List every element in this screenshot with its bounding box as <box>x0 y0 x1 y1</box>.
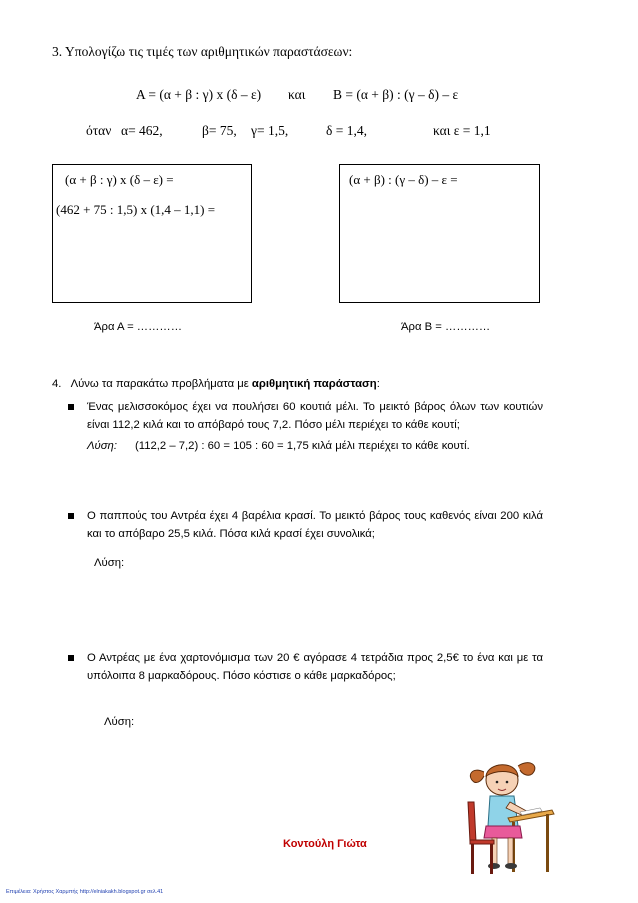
problem-2-solution-label: Λύση: <box>94 557 125 569</box>
bullet-icon <box>68 655 74 661</box>
question-4-heading <box>52 378 380 390</box>
bullet-icon <box>68 513 74 519</box>
result-b: Άρα Β = ………… <box>401 321 491 333</box>
work-box-b[interactable] <box>339 164 540 303</box>
given-epsilon: και ε = 1,1 <box>433 123 491 138</box>
given-gamma: γ= 1,5, <box>251 123 289 138</box>
box-a-line-2: (462 + 75 : 1,5) x (1,4 – 1,1) = <box>56 202 216 217</box>
formula-b: B = (α + β) : (γ – δ) – ε <box>333 87 459 102</box>
question-4-intro: Λύνω τα παρακάτω προβλήματα με <box>70 378 252 390</box>
work-box-a[interactable] <box>52 164 252 303</box>
question-4-intro-bold: αριθμητική παράσταση <box>251 378 377 390</box>
problem-1-solution-label: Λύση: <box>87 440 117 452</box>
problem-1-text: Ένας μελισσοκόμος έχει να πουλήσει 60 κουτιά μέλι. Το μεικτό βάρος όλων των κουτιών είναι 112,2 κιλά και το απόβαρό τους 7,2. Πόσο μέλι περιέχει το κάθε κουτί; <box>87 401 543 431</box>
question-4-number: 4. <box>52 378 62 390</box>
box-b-line-1: (α + β) : (γ – δ) – ε = <box>349 172 458 187</box>
problem-3-text: Ο Αντρέας με ένα χαρτονόμισμα των 20 € αγόρασε 4 τετράδια προς 2,5€ το ένα και με τα υπόλοιπα 8 μαρκαδόρους. Πόσο κόστισε ο κάθε μαρκαδόρος; <box>87 652 543 682</box>
box-a-line-1: (α + β : γ) x (δ – ε) = <box>65 172 174 187</box>
girl-at-desk-illustration <box>448 752 558 880</box>
credit-line: Επιμέλεια: Χρήστος Χαρμπής http://elniakakh.blogspot.gr σελ.41 <box>6 889 164 895</box>
given-beta: β= 75, <box>202 123 237 138</box>
formula-a: A = (α + β : γ) x (δ – ε) <box>136 87 262 102</box>
bullet-icon <box>68 404 74 410</box>
problem-1-solution: (112,2 – 7,2) : 60 = 105 : 60 = 1,75 κιλά μέλι περιέχει το κάθε κουτί. <box>135 440 470 452</box>
problem-2-text: Ο παππούς του Αντρέα έχει 4 βαρέλια κρασί. Το μεικτό βάρος τους καθενός είναι 200 κιλά και το απόβαρο 25,5 κιλά. Πόσα κιλά κρασί έχει συνολικά; <box>87 510 543 540</box>
given-when: όταν <box>86 123 112 138</box>
problem-3-answer-space[interactable] <box>87 736 437 816</box>
question-3-heading: 3. Υπολογίζω τις τιμές των αριθμητικών παραστάσεων: <box>52 44 353 59</box>
problem-3-solution-label: Λύση: <box>104 716 135 728</box>
given-delta: δ = 1,4, <box>326 123 367 138</box>
result-a: Άρα Α = ………… <box>94 321 182 333</box>
and-word: και <box>288 87 306 102</box>
given-alpha: α= 462, <box>121 123 163 138</box>
question-4-intro-end: : <box>376 378 380 390</box>
author-name: Κοντούλη Γιώτα <box>283 838 367 850</box>
problem-2-answer-space[interactable] <box>87 576 543 636</box>
